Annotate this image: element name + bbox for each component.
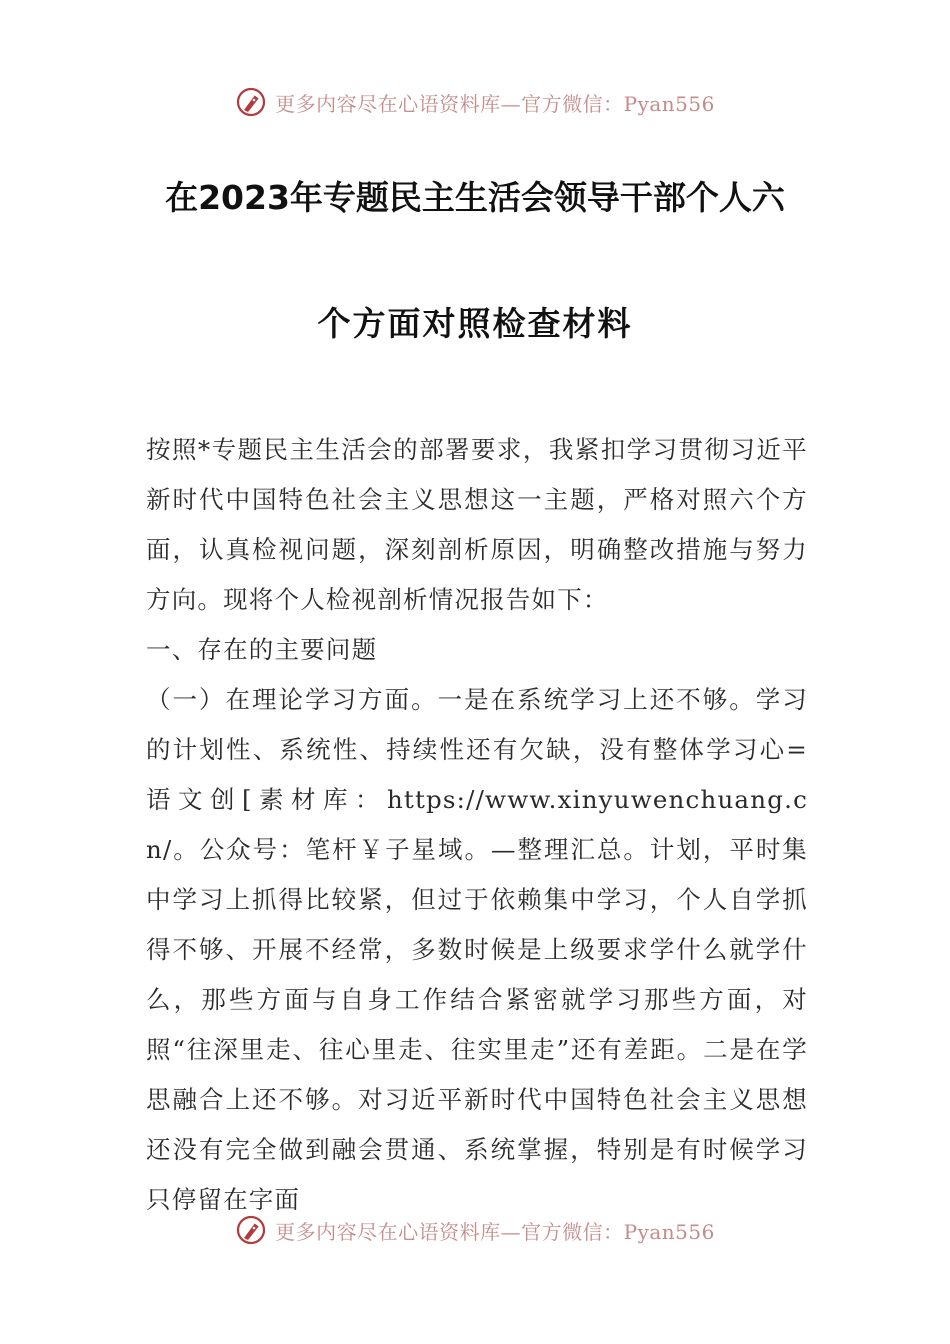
watermark-text: 更多内容尽在心语资料库—官方微信：Pyan556	[275, 1219, 715, 1244]
theory-study-paragraph: （一）在理论学习方面。一是在系统学习上还不够。学习的计划性、系统性、持续性还有欠缺，没有整体学习心=语文创[素材库：https://www.xinyuwenchuang.cn/。公众号：笔杆￥子星域。—整理汇总。计划，平时集中学习上抓得比较紧，但过于依赖集中学习，个人自学抓得不够、开展不经常，多数时候是上级要求学什么就学什么，那些方面与自身工作结合紧密就学习那些方面，对照“往深里走、往心里走、往实里走”还有差距。二是在学思融合上还不够。对习近平新时代中国特色社会主义思想还没有完全做到融会贯通、系统掌握，特别是有时候学习只停留在字面	[146, 685, 808, 1214]
watermark-header	[0, 82, 950, 122]
pen-nib-circle-icon	[235, 86, 267, 118]
document-title-line-1: 在2023年专题民主生活会领导干部个人六	[165, 178, 785, 217]
pen-nib-circle-icon	[235, 1214, 267, 1246]
watermark-text: 更多内容尽在心语资料库—官方微信：Pyan556	[275, 91, 715, 116]
document-title-line-2: 个方面对照检查材料	[317, 304, 633, 343]
watermark-footer	[0, 1210, 950, 1250]
intro-paragraph: 按照*专题民主生活会的部署要求，我紧扣学习贯彻习近平新时代中国特色社会主义思想这一主题，严格对照六个方面，认真检视问题，深刻剖析原因，明确整改措施与努力方向。现将个人检视剖析情况报告如下：	[146, 435, 808, 614]
document-body	[146, 425, 808, 1225]
section-heading: 一、存在的主要问题	[146, 635, 378, 664]
